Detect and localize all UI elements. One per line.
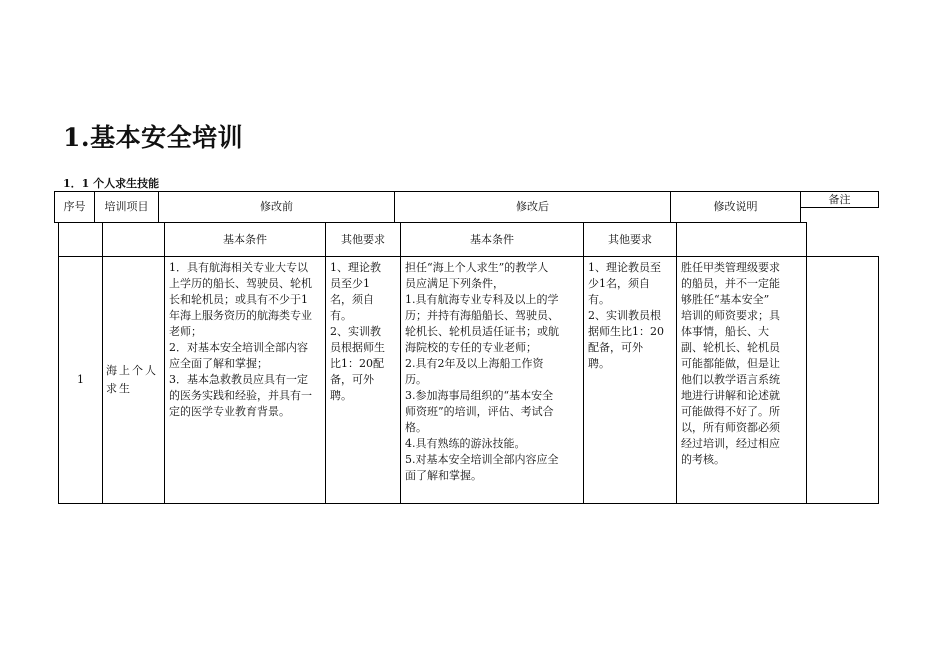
after-other-line: 有。: [588, 293, 610, 306]
row-seq: [58, 256, 103, 504]
explain-line: 可能都能做，但是让: [681, 357, 780, 370]
after-basic-line: 轮机长、轮机员适任证书；或航: [405, 325, 559, 338]
before-other-line: 名，须自: [330, 293, 374, 306]
before-other-line: 比1：20配: [330, 357, 384, 370]
row-after-basic: [400, 256, 584, 504]
explain-line: 够胜任“基本安全”: [681, 293, 770, 306]
explain-line: 体事情，船长、大: [681, 325, 769, 338]
header-item: [94, 191, 159, 223]
row-item: [102, 256, 165, 504]
explain-line: 的考核。: [681, 453, 725, 466]
explain-line: 培训的师资要求；具: [681, 309, 780, 322]
header2-before-other-label: 其他要求: [341, 232, 385, 246]
before-basic-line: 长和轮机员；或具有不少于1: [169, 293, 308, 306]
before-other-line: 员根据师生: [330, 341, 385, 354]
header2-after-basic: [400, 222, 584, 257]
after-basic-line: 面了解和掌握。: [405, 469, 482, 482]
explain-line: 副、轮机长、轮机员: [681, 341, 780, 354]
header-seq: [54, 191, 95, 223]
after-basic-line: 格。: [405, 421, 427, 434]
explain-line: 胜任甲类管理级要求: [681, 261, 780, 274]
header-after: [394, 191, 671, 223]
after-basic-line: 担任“海上个人求生”的教学人: [405, 261, 549, 274]
header-explain: [670, 191, 801, 223]
after-other-line: 2、实训教员根: [588, 309, 661, 322]
before-basic-line: 年海上服务资历的航海类专业: [169, 309, 312, 322]
after-basic-line: 5.对基本安全培训全部内容应全: [405, 453, 559, 466]
section-subheading: 1．1 个人求生技能: [63, 177, 160, 190]
header2-seq-empty: [58, 222, 103, 257]
header-remark-label: 备注: [828, 192, 851, 206]
header2-before-basic: [164, 222, 326, 257]
before-other-line: 2、实训教: [330, 325, 381, 338]
before-basic-line: 3．基本急救教员应具有一定: [169, 373, 308, 386]
header2-item-empty: [102, 222, 165, 257]
after-other-line: 配备，可外: [588, 341, 643, 354]
row-explain: [676, 256, 807, 504]
header-item-label: 培训项目: [104, 200, 149, 213]
header-before-label: 修改前: [260, 200, 293, 213]
row-before-other: [325, 256, 401, 504]
after-other-line: 据师生比1：20: [588, 325, 664, 338]
row-remark: [806, 256, 879, 504]
before-other-line: 1、理论教: [330, 261, 381, 274]
header2-after-other: [583, 222, 677, 257]
row-seq-value: 1: [77, 373, 84, 386]
header-seq-label: 序号: [63, 200, 86, 213]
before-basic-line: 老师；: [169, 325, 202, 338]
header2-after-other-label: 其他要求: [608, 232, 652, 246]
before-basic-line: 定的医学专业教育背景。: [169, 405, 290, 418]
row-item-value: 海上个人求生: [106, 364, 158, 395]
before-basic-line: 应全面了解和掌握；: [169, 357, 268, 370]
header2-before-basic-label: 基本条件: [223, 232, 267, 246]
before-basic-line: 1．具有航海相关专业大专以: [169, 261, 308, 274]
after-basic-line: 1.具有航海专业专科及以上的学: [405, 293, 559, 306]
after-other-line: 1、理论教员至: [588, 261, 661, 274]
after-basic-line: 4.具有熟练的游泳技能。: [405, 437, 526, 450]
after-other-line: 聘。: [588, 357, 610, 370]
explain-line: 可能做得不好了。所: [681, 405, 780, 418]
row-after-other: [583, 256, 677, 504]
after-other-line: 少1名，须自: [588, 277, 650, 290]
header-remark: [800, 191, 879, 208]
explain-line: 他们以教学语言系统: [681, 373, 780, 386]
explain-line: 以，所有师资都必须: [681, 421, 780, 434]
before-other-line: 备，可外: [330, 373, 374, 386]
header2-before-other: [325, 222, 401, 257]
explain-line: 的船员，并不一定能: [681, 277, 780, 290]
after-basic-line: 海院校的专任的专业老师；: [405, 341, 537, 354]
before-basic-line: 2．对基本安全培训全部内容: [169, 341, 308, 354]
row-before-basic: [164, 256, 326, 504]
explain-line: 地进行讲解和论述就: [681, 389, 780, 402]
header-explain-label: 修改说明: [713, 200, 758, 213]
after-basic-line: 历。: [405, 373, 427, 386]
header-before: [158, 191, 395, 223]
explain-line: 经过培训，经过相应: [681, 437, 780, 450]
header-after-label: 修改后: [516, 200, 549, 213]
before-other-line: 员至少1: [330, 277, 370, 290]
after-basic-line: 3.参加海事局组织的“基本安全: [405, 389, 554, 402]
before-basic-line: 上学历的船长、驾驶员、轮机: [169, 277, 312, 290]
after-basic-line: 2.具有2年及以上海船工作资: [405, 357, 544, 370]
page-heading: 1.基本安全培训: [63, 123, 244, 152]
before-basic-line: 的医务实践和经验，并具有一: [169, 389, 312, 402]
before-other-line: 聘。: [330, 389, 352, 402]
before-other-line: 有。: [330, 309, 352, 322]
after-basic-line: 历；并持有海船船长、驾驶员、: [405, 309, 559, 322]
header2-explain-empty: [676, 222, 807, 257]
after-basic-line: 师资班”的培训，评估、考试合: [405, 405, 554, 418]
after-basic-line: 员应满足下列条件，: [405, 277, 504, 290]
header2-after-basic-label: 基本条件: [470, 232, 514, 246]
